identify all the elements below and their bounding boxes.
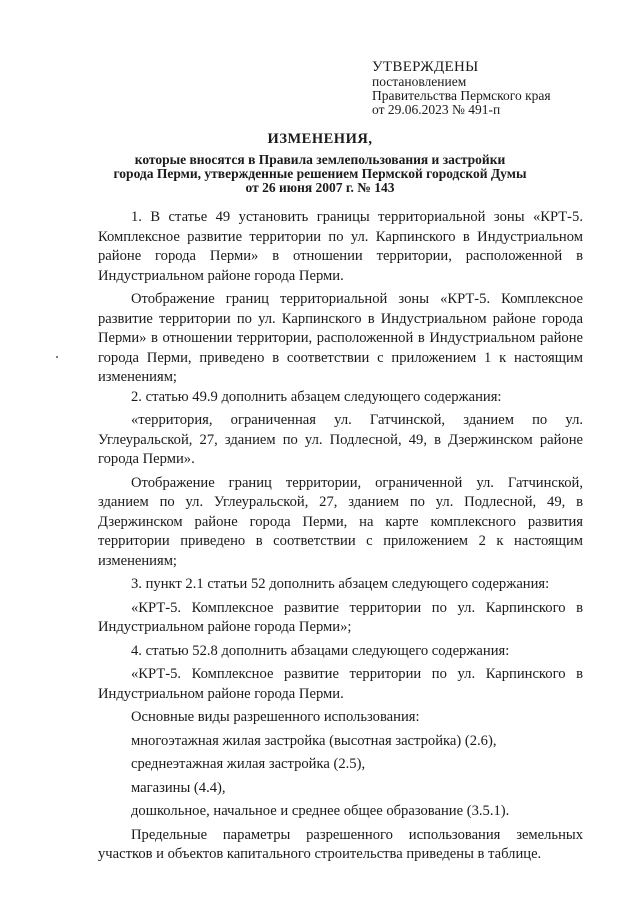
paragraph: Отображение границ территориальной зоны «КРТ-5. Комплексное развитие территории по ул. Карпинского в Индустриальном районе города Перми» в отношении территории, расположенной в Индустриальном районе города Перми, приведено в соответствии с приложением 1 к настоящим изменениям; [98, 291, 583, 385]
paragraph: «КРТ-5. Комплексное развитие территории по ул. Карпинского в Индустриальном районе города Перми»; [98, 599, 583, 635]
scan-speck [56, 356, 58, 358]
paragraph: 2. статью 49.9 дополнить абзацем следующего содержания: [131, 388, 502, 405]
document-title: ИЗМЕНЕНИЯ, [267, 131, 373, 147]
approval-heading: УТВЕРЖДЕНЫ [372, 59, 479, 75]
paragraph: Предельные параметры разрешенного использования земельных участков и объектов капитального строительства приведены в таблице. [98, 826, 583, 862]
subtitle-line-1: которые вносятся в Правила землепользования и застройки [134, 152, 506, 167]
approval-stamp [372, 59, 612, 117]
subtitle-line-2: города Перми, утвержденные решением Пермской городской Думы [113, 166, 527, 181]
paragraph: 3. пункт 2.1 статьи 52 дополнить абзацем следующего содержания: [131, 576, 550, 592]
document-subtitle [90, 153, 550, 195]
paragraph: Отображение границ территории, ограниченной ул. Гатчинской, зданием по ул. Углеуральской, 27, зданием по ул. Подлесной, 49, в Дзержинском районе города Перми, на карте комплексного развития территории приведено в соответствии с приложением 2 к настоящим изменениям; [98, 474, 583, 569]
paragraph: многоэтажная жилая застройка (высотная застройка) (2.6), [131, 732, 497, 749]
paragraph: 1. В статье 49 установить границы территориальной зоны «КРТ-5. Комплексное развитие территории по ул. Карпинского в Индустриальном районе города Перми» в отношении территории, расположенной в Индустриальном районе города Перми. [98, 209, 583, 284]
paragraph: 4. статью 52.8 дополнить абзацами следующего содержания: [131, 642, 510, 659]
paragraph: «территория, ограниченная ул. Гатчинской, зданием по ул. Углеуральской, 27, зданием по ул. Подлесной, 49, в Дзержинском районе города Перми». [98, 412, 583, 467]
document-body [98, 208, 583, 865]
approval-line-2: Правительства Пермского края [372, 88, 551, 103]
paragraph: среднеэтажная жилая застройка (2.5), [131, 756, 366, 772]
approval-line-3: от 29.06.2023 № 491-п [372, 102, 501, 117]
paragraph: магазины (4.4), [131, 779, 226, 796]
approval-line-1: постановлением [372, 74, 467, 89]
subtitle-line-3: от 26 июня 2007 г. № 143 [245, 180, 395, 195]
paragraph: дошкольное, начальное и среднее общее образование (3.5.1). [131, 803, 510, 819]
paragraph: «КРТ-5. Комплексное развитие территории по ул. Карпинского в Индустриальном районе города Перми. [98, 666, 583, 702]
paragraph: Основные виды разрешенного использования: [131, 709, 420, 725]
